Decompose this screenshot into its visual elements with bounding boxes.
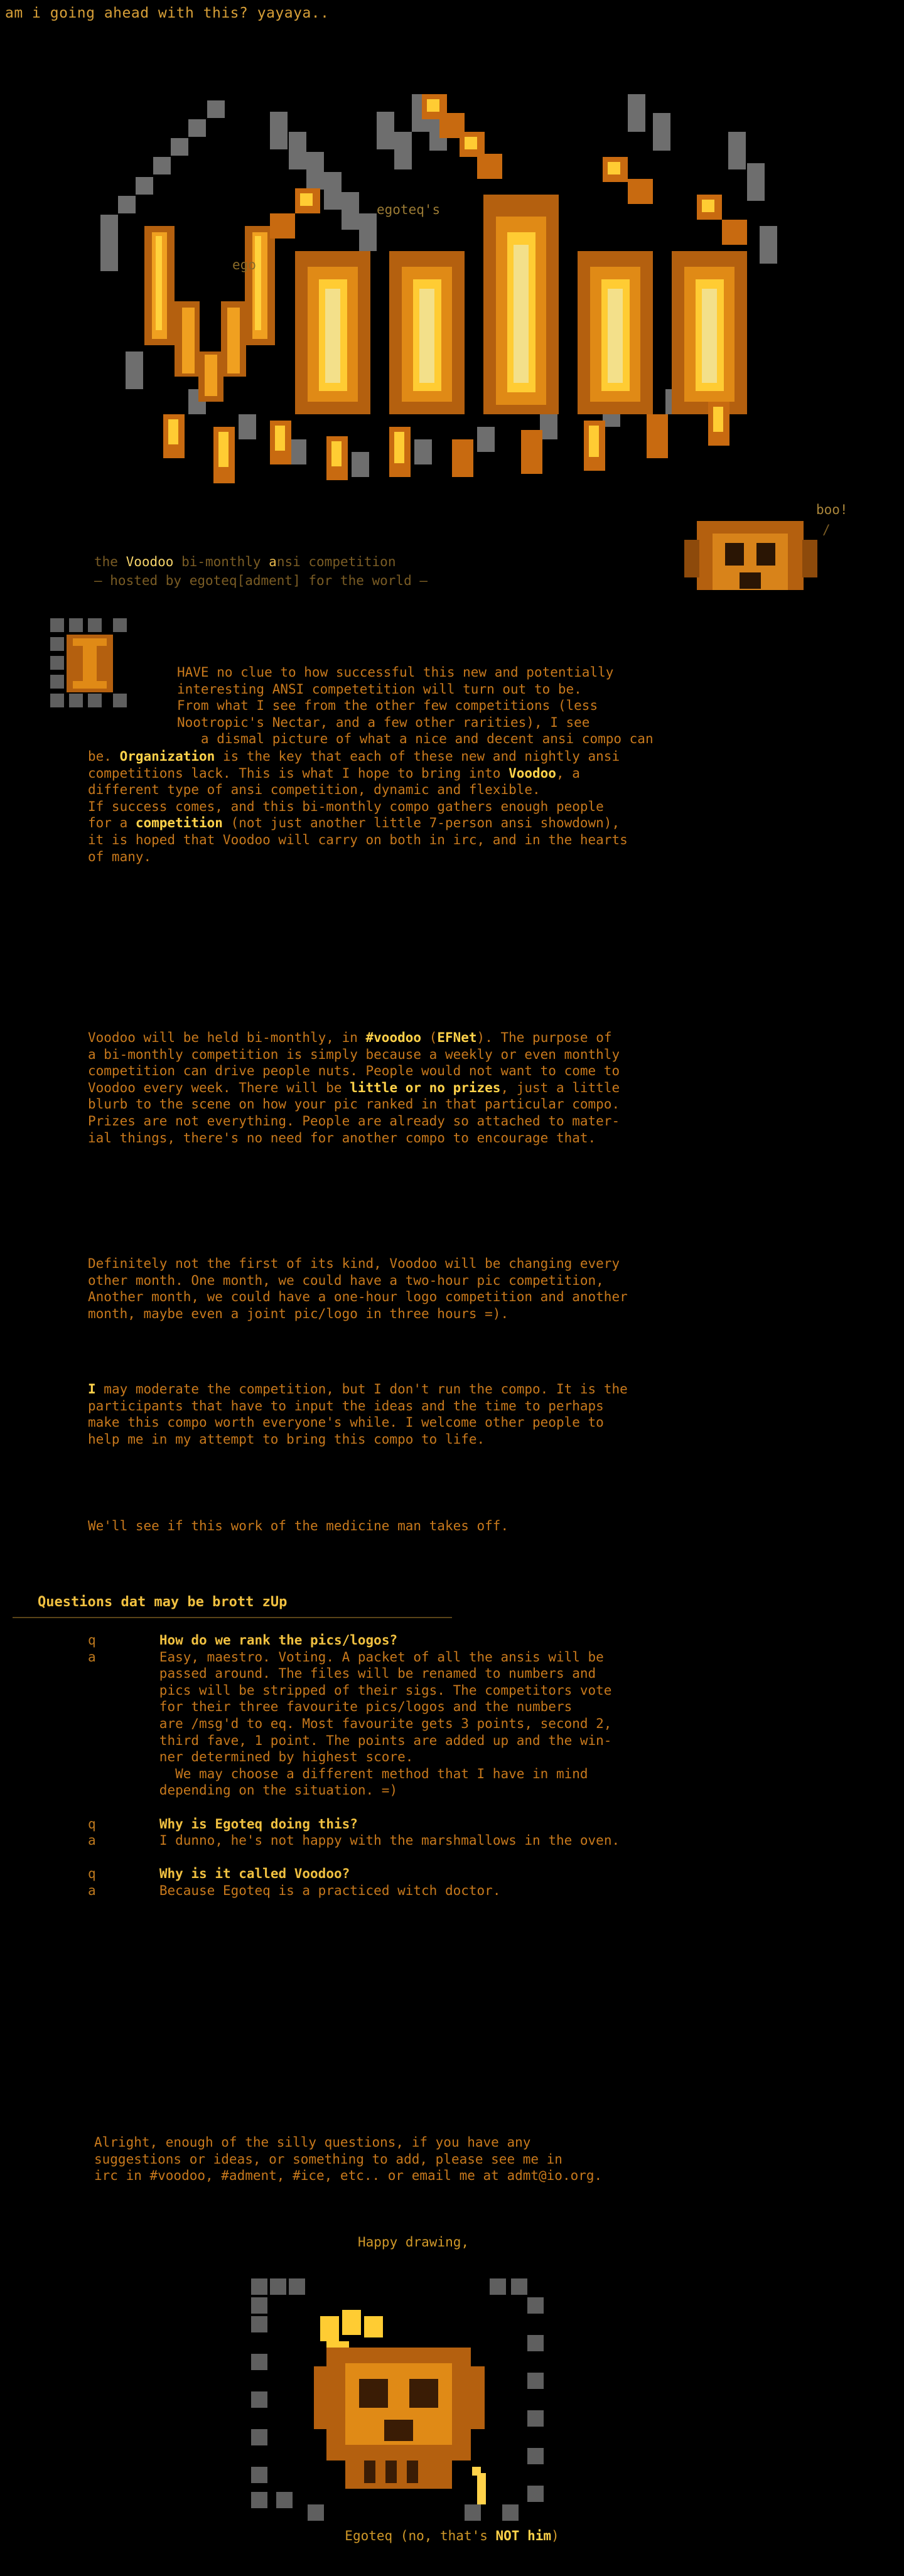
bottom-skull-art [251, 2278, 565, 2530]
qa-item-1-answer-row-3 [88, 1682, 904, 1699]
qa-item-1-answer-row-5 [88, 1715, 904, 1732]
bottom-caption-highlight: NOT him [495, 2528, 552, 2543]
bottom-caption [0, 2528, 904, 2543]
qa-2-a-marker: a [88, 1833, 96, 1849]
qa-1-answer-2: passed around. The files will be renamed to numbers and [159, 1666, 596, 1682]
subtitle-rest: nsi competition [276, 554, 396, 569]
paragraph-3 [88, 1255, 904, 1322]
p4-l4: help me in my attempt to bring this compo to life. [88, 1431, 485, 1447]
p5-l1: We'll see if this work of the medicine man takes off. [88, 1518, 509, 1533]
p1c-l5a: for a [88, 815, 136, 831]
closing-l2: suggestions or ideas, or something to add, please see me in [94, 2151, 562, 2167]
p4-i: I [88, 1382, 96, 1397]
qa-1-answer-8: We may choose a different method that I have in mind [159, 1766, 588, 1781]
subtitle-a: a [269, 554, 277, 569]
voodoo-logo-art [0, 38, 904, 590]
qa-1-answer-1: Easy, maestro. Voting. A packet of all the ansis will be [159, 1649, 604, 1665]
p2-l1e: ). The purpose of [476, 1030, 612, 1045]
voodoo-ansi-logo [0, 38, 904, 590]
qa-1-question: How do we rank the pics/logos? [159, 1633, 398, 1648]
p2-channel: #voodoo [365, 1030, 422, 1045]
p1c-l1a: be. [88, 749, 120, 764]
intro-line-2: interesting ANSI competetition will turn out to be. [177, 681, 582, 697]
qa-item-1-question-row [88, 1632, 904, 1649]
qa-item-3-answer-row-1 [88, 1882, 904, 1899]
qa-2-answer-1: I dunno, he's not happy with the marshmallows in the oven. [159, 1833, 620, 1849]
qa-item-1-answer-row-6 [88, 1732, 904, 1749]
qa-2-q-marker: q [88, 1816, 96, 1832]
logo-tag-boo: boo! [816, 502, 848, 517]
questions-divider [13, 1617, 452, 1618]
qa-item-1-answer-row-1 [88, 1649, 904, 1666]
qa-item-1-answer-row-4 [88, 1699, 904, 1715]
qa-item-2-answer-row-1 [88, 1832, 904, 1849]
p1c-competition: competition [135, 815, 223, 831]
p2-l1c: ( [421, 1030, 438, 1045]
p2-l4c: , just a little [500, 1080, 620, 1095]
qa-1-answer-3: pics will be stripped of their sigs. The competitors vote [159, 1682, 612, 1698]
qa-item-1-answer-row-7 [88, 1749, 904, 1766]
paragraph-2 [88, 1029, 904, 1146]
logo-tag-egoteq: egoteq's [377, 202, 441, 217]
p2-l3: competition can drive people nuts. People would not want to come to [88, 1063, 620, 1079]
subtitle-pre: the [94, 554, 126, 569]
closing-l3: irc in #voodoo, #adment, #ice, etc.. or email me at admt@io.org. [94, 2168, 603, 2184]
qa-2-question: Why is Egoteq doing this? [159, 1816, 358, 1832]
p1c-l1c: is the key that each of these new and nightly ansi [215, 749, 620, 764]
questions-heading: Questions dat may be brott zUp [38, 1594, 288, 1610]
qa-3-question: Why is it called Voodoo? [159, 1866, 350, 1882]
p2-l2: a bi-monthly competition is simply because a weekly or even monthly [88, 1046, 620, 1062]
p1c-l7: of many. [88, 849, 152, 864]
qa-item-1-answer-row-9 [88, 1782, 904, 1799]
p2-l7: ial things, there's no need for another compo to encourage that. [88, 1130, 596, 1146]
intro-line-4: Nootropic's Nectar, and a few other rarities), I see [177, 714, 590, 730]
qa-1-answer-6: third fave, 1 point. The points are added up and the win- [159, 1732, 612, 1748]
intro-line-1: HAVE no clue to how successful this new and potentially [177, 665, 614, 680]
p3-l1: Definitely not the first of its kind, Voodoo will be changing every [88, 1256, 620, 1271]
logo-tag-slash: / [822, 522, 831, 537]
p1c-l3: different type of ansi competition, dynamic and flexible. [88, 782, 541, 798]
p2-l5: blurb to the scene on how your pic ranked in that particular compo. [88, 1097, 620, 1112]
intro-paragraph [177, 664, 886, 748]
qa-3-a-marker: a [88, 1882, 96, 1898]
p1c-l4: If success comes, and this bi-monthly compo gathers enough people [88, 798, 604, 814]
p3-l3: Another month, we could have a one-hour logo competition and another [88, 1289, 628, 1305]
logo-tag-ego: ego [232, 257, 256, 272]
intro-line-5: a dismal picture of what a nice and decent ansi compo can [177, 731, 654, 747]
questions-list [88, 1632, 904, 1899]
logo-subtitle [94, 552, 428, 590]
qa-1-answer-9: depending on the situation. =) [159, 1783, 398, 1798]
p1c-l2c: , a [556, 765, 580, 781]
p1c-l6: it is hoped that Voodoo will carry on both in irc, and in the hearts [88, 832, 628, 847]
subtitle-voodoo: Voodoo [126, 554, 174, 569]
p2-l4a: Voodoo every week. There will be [88, 1080, 350, 1095]
qa-1-answer-4: for their three favourite pics/logos and the numbers [159, 1699, 573, 1715]
p2-l1a: Voodoo will be held bi-monthly, in [88, 1030, 366, 1045]
qa-1-answer-7: ner determined by highest score. [159, 1749, 414, 1765]
qa-1-a-marker: a [88, 1649, 96, 1665]
qa-1-q-marker: q [88, 1633, 96, 1648]
qa-1-answer-5: are /msg'd to eq. Most favourite gets 3 points, second 2, [159, 1715, 612, 1731]
paragraph-4 [88, 1381, 904, 1447]
qa-3-q-marker: q [88, 1866, 96, 1882]
p1c-l5c: (not just another little 7-person ansi showdown), [222, 815, 620, 831]
dropcap-letter-i [50, 618, 170, 712]
p2-network: EFNet [437, 1030, 477, 1045]
p3-l2: other month. One month, we could have a two-hour pic competition, [88, 1272, 604, 1288]
qa-item-1-answer-row-8 [88, 1766, 904, 1783]
qa-3-answer-1: Because Egoteq is a practiced witch doctor. [159, 1882, 501, 1898]
paragraph-5 [88, 1518, 904, 1535]
p3-l4: month, maybe even a joint pic/logo in three hours =). [88, 1306, 509, 1321]
bottom-caption-post: ) [551, 2528, 559, 2543]
p2-prizes: little or no prizes [350, 1080, 501, 1095]
subtitle-mid: bi-monthly [173, 554, 269, 569]
intro-continued [88, 748, 904, 865]
p1c-organization: Organization [119, 749, 215, 764]
closing-paragraph [94, 2134, 879, 2184]
p2-l6: Prizes are not everything. People are already so attached to mater- [88, 1113, 620, 1129]
qa-item-3-question-row [88, 1865, 904, 1882]
qa-item-2-question-row [88, 1816, 904, 1833]
subtitle-line2: — hosted by egoteq[adment] for the world — [94, 573, 428, 588]
p4-l3: make this compo worth everyone's while. I welcome other people to [88, 1415, 604, 1430]
closing-l1: Alright, enough of the silly questions, if you have any [94, 2135, 531, 2150]
bottom-caption-pre: Egoteq (no, that's [345, 2528, 496, 2543]
intro-line-3: From what I see from the other few competitions (less [177, 698, 598, 714]
qa-item-1-answer-row-2 [88, 1665, 904, 1682]
p1c-l2a: competitions lack. This is what I hope to bring into [88, 765, 509, 781]
closing-signoff: Happy drawing, [358, 2235, 470, 2250]
p4-l2: participants that have to input the ideas and the time to perhaps [88, 1398, 604, 1414]
p1c-voodoo: Voodoo [508, 765, 556, 781]
top-comment-line: am i going ahead with this? yayaya.. [5, 5, 330, 21]
p4-l1b: may moderate the competition, but I don't run the compo. It is the [95, 1382, 628, 1397]
